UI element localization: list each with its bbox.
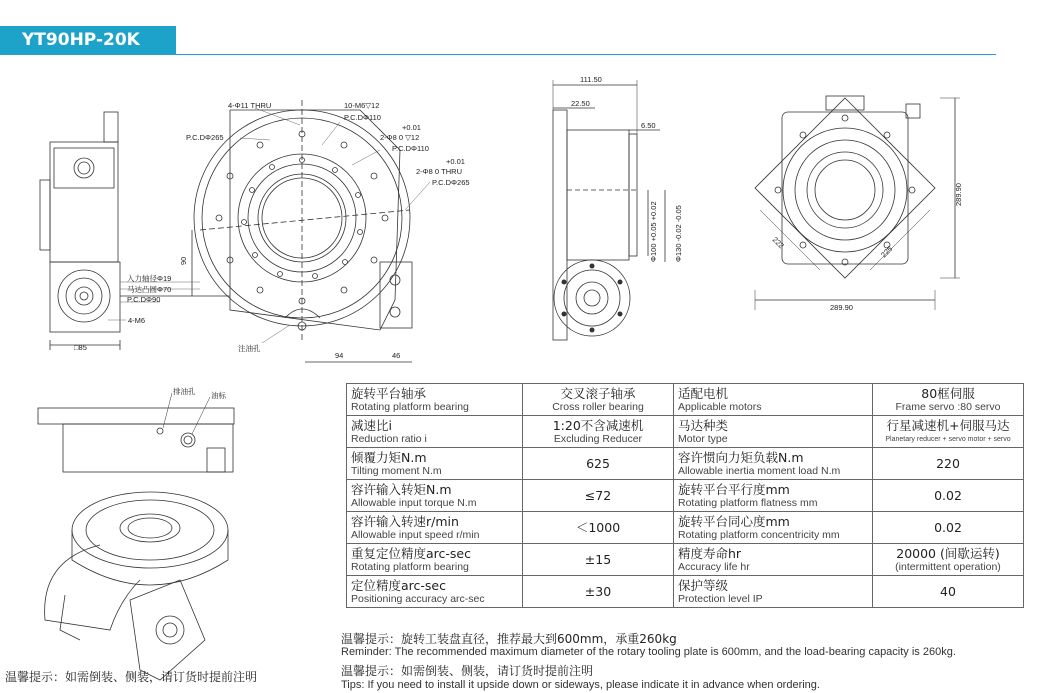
spec-text-primary: 0.02: [934, 520, 962, 535]
label-dim-225: 225: [879, 244, 895, 260]
spec-text-primary: 容许输入转矩N.m: [351, 481, 452, 497]
spec-cell: [347, 576, 523, 608]
spec-cell: [523, 480, 674, 512]
spec-text-primary: 交叉滚子轴承: [560, 385, 636, 401]
spec-text-secondary: Rotating platform bearing: [351, 560, 469, 573]
spec-cell: [873, 416, 1024, 448]
spec-cell: [523, 544, 674, 576]
spec-cell: [523, 576, 674, 608]
spec-text-primary: 0.02: [934, 488, 962, 503]
spec-text-secondary: Positioning accuracy arc-sec: [351, 592, 485, 605]
label-motor-boss: 马达凸圆Φ70: [127, 285, 172, 294]
label-oil-mark: 油标: [211, 391, 226, 400]
spec-text-primary: ≤72: [584, 488, 612, 503]
label-pcd-110-a: P.C.DΦ110: [344, 113, 381, 122]
spec-text-primary: 220: [936, 456, 960, 471]
label-289-v: 289.90: [954, 183, 963, 206]
spec-text-secondary: Allowable input speed r/min: [351, 528, 480, 541]
spec-cell: [523, 448, 674, 480]
spec-cell: [347, 448, 523, 480]
product-title: YT90HP-20K: [0, 26, 176, 55]
tip-2-en: Tips: If you need to install it upside down or sideways, please indicate it in advance when ordering.: [341, 679, 820, 691]
spec-text-primary: 定位精度arc-sec: [351, 577, 446, 593]
spec-cell: [873, 576, 1024, 608]
label-289-h: 289.90: [830, 303, 853, 312]
spec-cell: [873, 384, 1024, 416]
spec-text-secondary: Rotating platform bearing: [351, 400, 469, 413]
spec-text-secondary: Applicable motors: [678, 400, 762, 413]
spec-text-primary: 适配电机: [678, 385, 729, 401]
spec-cell: [674, 512, 873, 544]
spec-text-secondary: Planetary reducer + servo motor + servo: [885, 435, 1011, 443]
spec-cell: [347, 512, 523, 544]
spec-cell: [347, 416, 523, 448]
spec-text-secondary: Allowable inertia moment load N.m: [678, 464, 841, 477]
spec-cell: [873, 480, 1024, 512]
spec-text-primary: 40: [940, 584, 956, 599]
spec-text-secondary: Rotating platform concentricity mm: [678, 528, 840, 541]
spec-text-primary: 容许输入转速r/min: [351, 513, 459, 529]
spec-text-secondary: Motor type: [678, 432, 728, 445]
spec-cell: [873, 512, 1024, 544]
label-thru-holes: 4-Φ11 THRU: [228, 101, 272, 110]
label-pcd-110-b: P.C.DΦ110: [392, 144, 429, 153]
spec-cell: [347, 384, 523, 416]
spec-text-secondary: Tilting moment N.m: [351, 464, 442, 477]
spec-cell: [523, 512, 674, 544]
label-pin-8-12: 2-Φ8 0 ▽12: [380, 133, 420, 142]
label-square-85: □85: [74, 343, 87, 352]
label-dim-6-50: 6.50: [641, 121, 656, 130]
label-input-shaft: 入力轴径Φ19: [127, 274, 172, 283]
spec-text-primary: 倾覆力矩N.m: [351, 449, 427, 465]
label-m6-4: 4-M6: [128, 316, 146, 325]
spec-text-secondary: (intermittent operation): [895, 560, 1001, 573]
spec-text-primary: 保护等级: [678, 577, 729, 593]
spec-text-primary: 旋转平台轴承: [351, 385, 427, 401]
spec-text-primary: ＜1000: [575, 520, 621, 535]
spec-text-secondary: Accuracy life hr: [678, 560, 750, 573]
spec-text-secondary: Reduction ratio i: [351, 432, 427, 445]
spec-cell: [347, 480, 523, 512]
tip-1-zh: 温馨提示：旋转工装盘直径，推荐最大到600mm，承重260kg: [341, 632, 677, 646]
spec-cell: [873, 448, 1024, 480]
spec-table: [346, 383, 1024, 608]
spec-text-primary: 重复定位精度arc-sec: [351, 545, 471, 561]
spec-text-primary: ±15: [584, 552, 612, 567]
spec-text-primary: 80框伺服: [921, 385, 975, 401]
spec-text-secondary: Frame servo :80 servo: [895, 400, 1001, 413]
tip-2-zh: 温馨提示：如需倒装、侧装，请订货时提前注明: [341, 664, 594, 678]
spec-text-secondary: Allowable input torque N.m: [351, 496, 477, 509]
label-oil-fill: 注油孔: [238, 344, 261, 353]
spec-cell: [523, 384, 674, 416]
spec-cell: [873, 544, 1024, 576]
spec-row: [347, 576, 1024, 608]
spec-text-primary: 马达种类: [678, 417, 729, 433]
spec-cell: [674, 416, 873, 448]
spec-row: [347, 480, 1024, 512]
label-dim-222: 222: [770, 235, 786, 251]
label-dim-94: 94: [335, 351, 344, 360]
spec-text-primary: 精度寿命hr: [678, 545, 742, 561]
spec-row: [347, 448, 1024, 480]
spec-cell: [674, 544, 873, 576]
spec-text-primary: 20000 (间歇运转): [896, 545, 1000, 561]
label-pin-8-thru: 2-Φ8 0 THRU: [416, 167, 462, 176]
label-dim-46: 46: [392, 351, 401, 360]
label-dim-90: 90: [179, 256, 188, 265]
spec-text-primary: 旋转平台平行度mm: [678, 481, 790, 497]
spec-row: [347, 384, 1024, 416]
spec-text-primary: 减速比i: [351, 417, 392, 433]
spec-cell: [674, 480, 873, 512]
label-dia-130: Φ130 -0.02 -0.05: [674, 205, 683, 262]
label-oil-drain: 排油孔: [173, 387, 196, 396]
label-pcd-265-b: P.C.DΦ265: [432, 178, 470, 187]
spec-text-secondary: Protection level IP: [678, 592, 763, 605]
spec-row: [347, 416, 1024, 448]
spec-text-primary: 1:20不含减速机: [552, 417, 644, 433]
spec-text-secondary: Rotating platform flatness mm: [678, 496, 818, 509]
label-pcd-265-a: P.C.DΦ265: [186, 133, 224, 142]
spec-cell: [674, 448, 873, 480]
spec-cell: [674, 576, 873, 608]
label-dim-111-50: 111.50: [580, 75, 602, 84]
spec-cell: [347, 544, 523, 576]
spec-text-primary: 容许惯向力矩负载N.m: [678, 449, 804, 465]
spec-text-primary: 行星减速机+伺服马达: [886, 417, 1010, 433]
spec-text-primary: 625: [586, 456, 610, 471]
label-m6-12: 10-M6▽12: [344, 101, 380, 110]
spec-text-primary: ±30: [584, 584, 612, 599]
spec-row: [347, 512, 1024, 544]
spec-text-secondary: Cross roller bearing: [552, 400, 644, 413]
label-pin-tol-b: +0.01: [446, 157, 465, 166]
spec-text-primary: 旋转平台同心度mm: [678, 513, 790, 529]
spec-cell: [523, 416, 674, 448]
tip-1-en: Reminder: The recommended maximum diameter of the rotary tooling plate is 600mm, and the load-bearing capacity is 260kg.: [341, 646, 956, 658]
spec-row: [347, 544, 1024, 576]
label-dim-22-50: 22.50: [571, 99, 590, 108]
label-dia-100: Φ100 +0.05 +0.02: [649, 201, 658, 262]
footer-tip: 温馨提示：如需倒装、侧装，请订货时提前注明: [5, 670, 258, 684]
spec-cell: [674, 384, 873, 416]
spec-text-secondary: Excluding Reducer: [553, 432, 643, 445]
label-pin-tol-a: +0.01: [402, 123, 421, 132]
label-pcd-90: P.C.DΦ90: [127, 295, 161, 304]
